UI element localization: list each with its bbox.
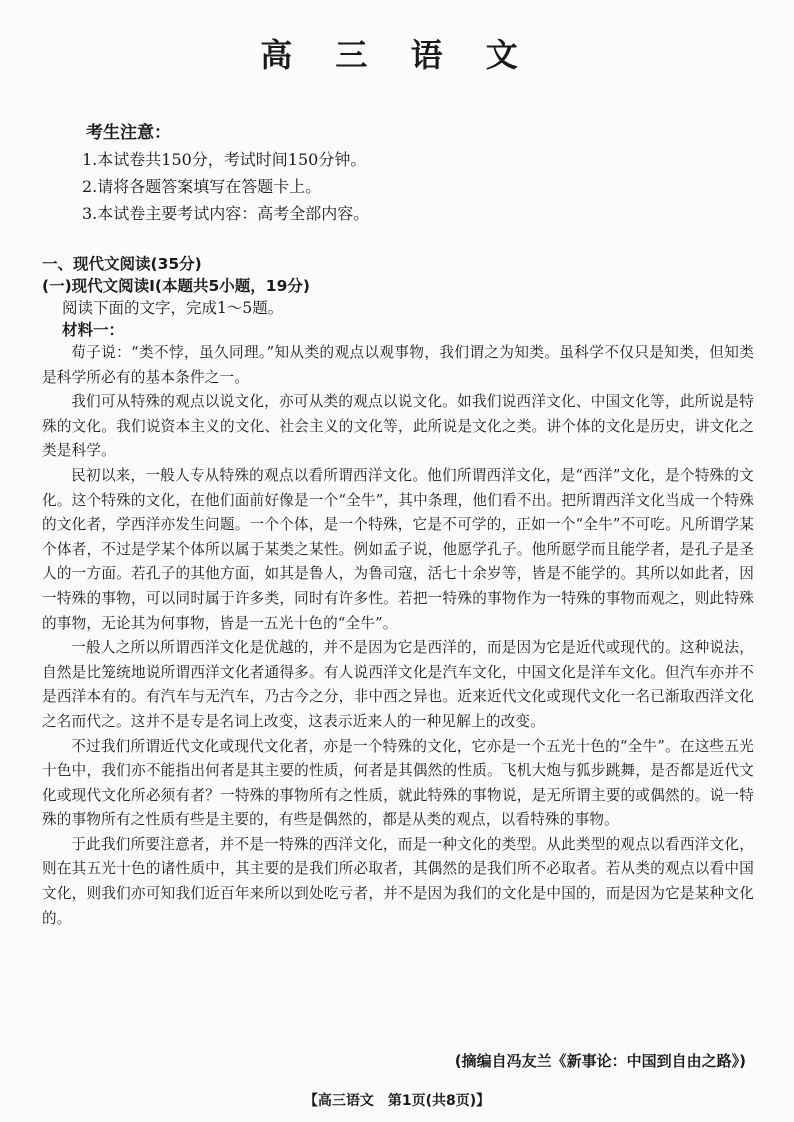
section-heading: 一、现代文阅读(35分) — [42, 255, 202, 273]
instruction-text: 阅读下面的文字，完成1～5题。 — [62, 299, 284, 317]
paragraph: 于此我们所要注意者，并不是一特殊的西洋文化，而是一种文化的类型。从此类型的观点以看西洋文化，则在其五光十色的诸性质中，其主要的是我们所必取者，其偶然的是我们所不必取者。若从类的观点以看中国文化，则我们亦可知我们近百年来所以到处吃亏者，并不是因为我们的文化是中国的，而是因为它是某种文化的。 — [42, 835, 754, 927]
notice-heading: 考生注意： — [86, 123, 171, 143]
paragraph: 不过我们所谓近代文化或现代文化者，亦是一个特殊的文化，它亦是一个五光十色的“全牛”。在这些五光十色中，我们亦不能指出何者是其主要的性质，何者是其偶然的性质。飞机大炮与狐步跳舞，是否都是近代文化或现代文化所必须有者？一特殊的事物所有之性质，就此特殊的事物说，是无所谓主要的或偶然的。说一特殊的事物所有之性质有些是主要的，有些是偶然的，都是从类的观点，以看特殊的事物。 — [42, 737, 754, 829]
reading-section — [42, 253, 754, 931]
notice-item-3: 3.本试卷主要考试内容：高考全部内容。 — [82, 204, 370, 223]
page-footer: 【高三语文 第1页(共8页)】 — [303, 1093, 491, 1109]
notice-item-2: 2.请将各题答案填写在答题卡上。 — [82, 177, 322, 196]
notice-item-1: 1.本试卷共150分，考试时间150分钟。 — [82, 150, 367, 169]
page-title: 高 三 语 文 — [260, 36, 534, 74]
paragraph: 荀子说：“类不悖，虽久同理。”知从类的观点以观事物，我们谓之为知类。虽科学不仅只是知类，但知类是科学所必有的基本条件之一。 — [42, 344, 754, 386]
source-citation: (摘编自冯友兰《新事论：中国到自由之路》) — [454, 1052, 746, 1070]
paragraph: 民初以来，一般人专从特殊的观点以看所谓西洋文化。他们所谓西洋文化，是“西洋”文化，是个特殊的文化。这个特殊的文化，在他们面前好像是一个“全牛”，其中条理，他们看不出。把所谓西洋文化当成一个特殊的文化者，学西洋亦发生问题。一个个体，是一个特殊，它是不可学的，正如一个“全牛”不可吃。凡所谓学某个体者，不过是学某个体所以属于某类之某性。例如孟子说，他愿学孔子。他所愿学而且能学者，是孔子是圣人的一方面。若孔子的其他方面，如其是鲁人，为鲁司寇，活七十余岁等，皆是不能学的。其所以如此者，因一特殊的事物，可以同时属于许多类，同时有许多性。若把一特殊的事物作为一特殊的事物而观之，则此特殊的事物，无论其为何事物，皆是一五光十色的“全牛”。 — [42, 466, 754, 632]
notice-box — [82, 120, 702, 227]
paragraph: 一般人之所以所谓西洋文化是优越的，并不是因为它是西洋的，而是因为它是近代或现代的。这种说法，自然是比笼统地说所谓西洋文化者通得多。有人说西洋文化是汽车文化，中国文化是洋车文化。但汽车亦并不是西洋本有的。有汽车与无汽车，乃古今之分，非中西之异也。近来近代文化或现代文化一名已渐取西洋文化之名而代之。这并不是专是名词上改变，这表示近来人的一种见解上的改变。 — [42, 639, 754, 730]
paragraph: 我们可从特殊的观点以说文化，亦可从类的观点以说文化。如我们说西洋文化、中国文化等，此所说是特殊的文化。我们说资本主义的文化、社会主义的文化等，此所说是文化之类。讲个体的文化是历史，讲文化之类是科学。 — [42, 393, 754, 460]
sub-section-heading: (一)现代文阅读Ⅰ(本题共5小题，19分) — [42, 277, 310, 295]
material-label: 材料一： — [62, 320, 125, 339]
